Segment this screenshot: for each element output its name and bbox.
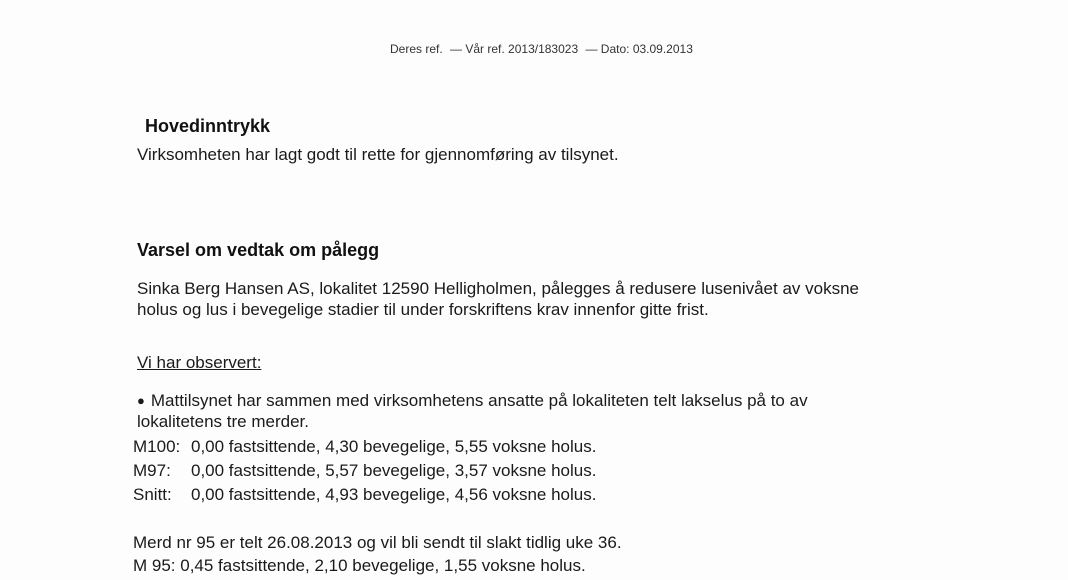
m95-count-line: M 95: 0,45 fastsittende, 2,10 bevegelige, 1,55 voksne holus. bbox=[133, 556, 586, 575]
reference-line bbox=[390, 42, 697, 56]
count-row-m100 bbox=[133, 437, 596, 457]
paragraph-hovedinntrykk: Virksomheten har lagt godt til rette for gjennomføring av tilsynet. bbox=[137, 145, 619, 164]
deres-ref: Deres ref. bbox=[390, 42, 443, 56]
bullet-line-2: lokalitetens tre merder. bbox=[137, 412, 309, 431]
merd-95-line: Merd nr 95 er telt 26.08.2013 og vil bli sendt til slakt tidlig uke 36. bbox=[133, 533, 622, 552]
date: — Dato: 03.09.2013 bbox=[585, 42, 693, 56]
observed-heading: Vi har observert: bbox=[137, 353, 262, 372]
varsel-line-2: holus og lus i bevegelige stadier til under forskriftens krav innenfor gitte frist. bbox=[137, 300, 709, 319]
bullet-line-1 bbox=[137, 390, 808, 411]
varsel-line-1: Sinka Berg Hansen AS, lokalitet 12590 Helligholmen, pålegges å redusere lusenivået av voksne bbox=[137, 279, 860, 298]
row-label: M97: bbox=[133, 461, 171, 480]
bullet-text-1: Mattilsynet har sammen med virksomhetens ansatte på lokaliteten telt lakselus på to av bbox=[150, 391, 808, 410]
row-text: 0,00 fastsittende, 5,57 bevegelige, 3,57 voksne holus. bbox=[191, 461, 597, 480]
row-label: M100: bbox=[133, 437, 181, 456]
paragraph-varsel bbox=[137, 278, 859, 320]
count-row-snitt bbox=[133, 485, 596, 505]
row-label: Snitt: bbox=[133, 485, 172, 504]
bullet-icon: ● bbox=[137, 393, 145, 408]
heading-varsel: Varsel om vedtak om pålegg bbox=[137, 240, 380, 260]
heading-hovedinntrykk: Hovedinntrykk bbox=[145, 116, 271, 136]
observed-bullet bbox=[137, 390, 808, 432]
count-row-m97 bbox=[133, 461, 596, 481]
row-text: 0,00 fastsittende, 4,93 bevegelige, 4,56 voksne holus. bbox=[191, 485, 597, 504]
row-text: 0,00 fastsittende, 4,30 bevegelige, 5,55 voksne holus. bbox=[191, 437, 597, 456]
var-ref: — Vår ref. 2013/183023 bbox=[450, 42, 579, 56]
